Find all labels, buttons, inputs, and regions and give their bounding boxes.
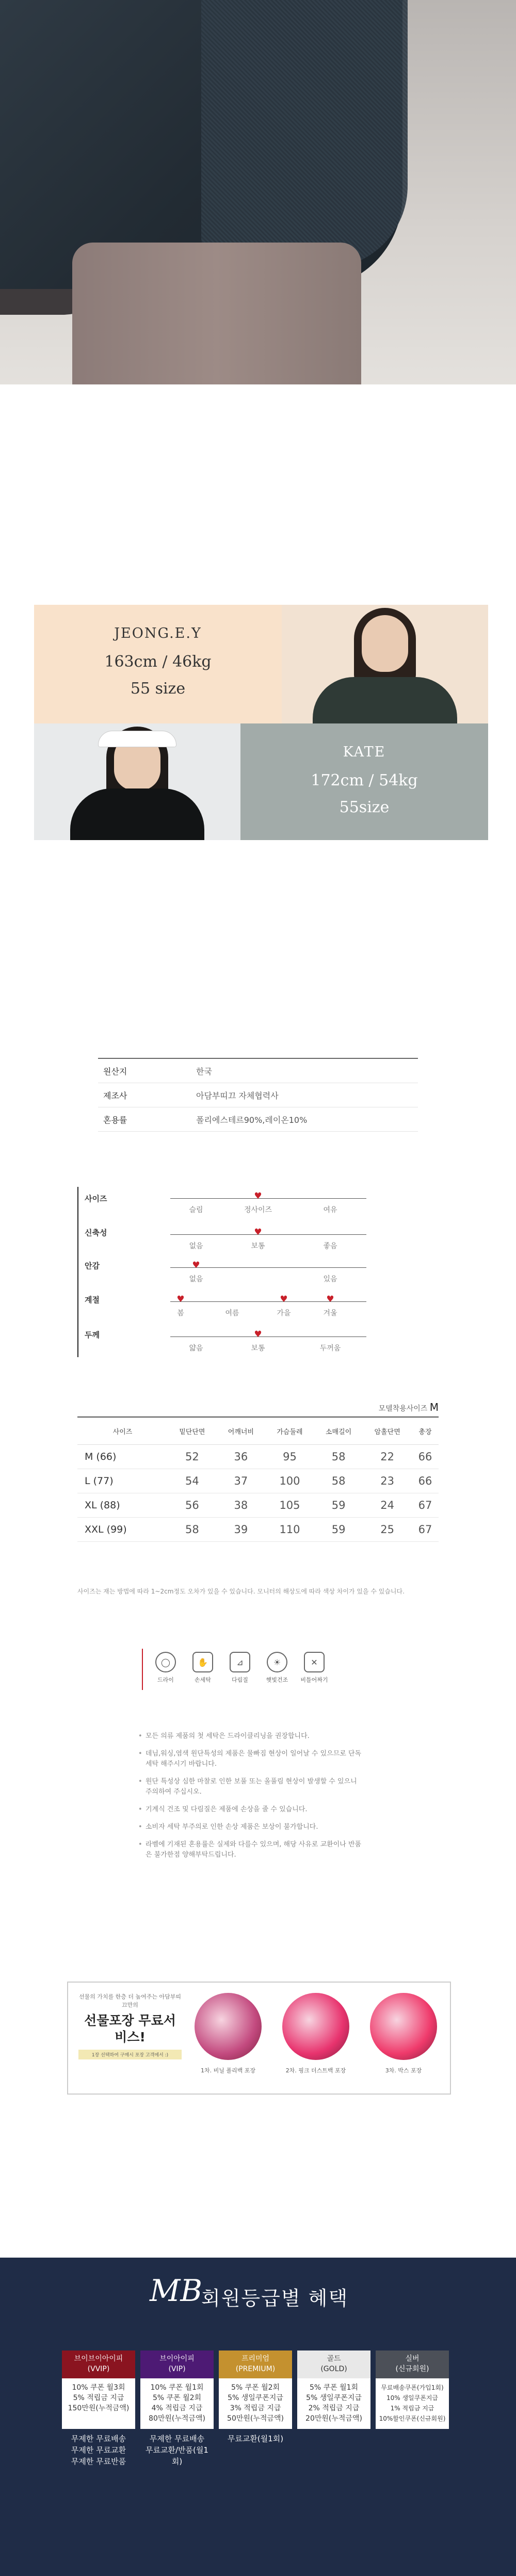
tier-en: (GOLD) <box>320 2365 347 2373</box>
fit-option: 좋음 <box>323 1242 337 1250</box>
tier-perk: 5% 쿠폰 월1회 <box>309 2384 359 2392</box>
gift-option-label: 1차. 비닐 폴리백 포장 <box>201 2067 255 2074</box>
hero-pants-shape <box>72 243 361 384</box>
tier-name: 브이아이피 <box>159 2355 195 2363</box>
fit-option: 없음 <box>189 1275 203 1283</box>
fit-option: 있음 <box>323 1275 337 1283</box>
tier-badge <box>140 2350 214 2378</box>
size-cell: 67 <box>412 1493 439 1518</box>
gift-intro <box>78 1993 182 2059</box>
tier-extra: 무료교환(월1회) <box>227 2434 284 2443</box>
size-table-header <box>77 1417 439 1445</box>
table-row <box>77 1445 439 1469</box>
tier-perk: 3% 적립금 지급 <box>230 2404 281 2412</box>
model-size-value: M <box>429 1401 439 1413</box>
tier-perk: 10% 쿠폰 월3회 <box>72 2384 125 2392</box>
no-wring-icon: ✕ <box>304 1652 325 1672</box>
size-cell: 38 <box>217 1493 266 1518</box>
tier-perk: 5% 쿠폰 월2회 <box>152 2394 202 2402</box>
model-2-size: 55size <box>339 798 390 816</box>
size-cell: 56 <box>168 1493 217 1518</box>
size-cell: 22 <box>363 1445 412 1469</box>
care-item-wring <box>296 1649 333 1690</box>
tier-name: 골드 <box>327 2355 341 2363</box>
size-cell: 58 <box>314 1469 363 1493</box>
size-col-header: 어깨너비 <box>217 1417 266 1445</box>
info-label: 원산지 <box>103 1066 127 1076</box>
hero-jacket-texture <box>201 0 408 268</box>
care-label: 드라이 <box>157 1677 174 1683</box>
size-cell: 95 <box>265 1445 314 1469</box>
tier-perk: 10%할인쿠폰(신규회원) <box>379 2415 446 2422</box>
fit-option: 여름 <box>225 1309 239 1317</box>
tier-perk: 5% 쿠폰 월2회 <box>231 2384 280 2392</box>
tier-perks <box>219 2378 292 2429</box>
tier-perk: 10% 쿠폰 월1회 <box>150 2384 204 2392</box>
gift-option-1 <box>192 1993 264 2074</box>
tier-perks <box>140 2378 214 2429</box>
tier-badge <box>219 2350 292 2378</box>
tier-perk: 80만원(누적금액) <box>149 2414 205 2423</box>
model-2-visor <box>98 731 176 747</box>
hero-product-photo <box>0 0 516 384</box>
info-value: 한국 <box>196 1066 212 1076</box>
fit-option: 보통 <box>251 1344 265 1353</box>
model-size-label <box>379 1401 439 1413</box>
fit-chart <box>77 1187 439 1362</box>
fit-option: 봄 <box>177 1309 184 1317</box>
tier-badge <box>62 2350 135 2378</box>
info-label: 혼용률 <box>103 1115 127 1125</box>
tier-perk: 4% 적립금 지급 <box>151 2404 203 2412</box>
tier-extras <box>62 2433 135 2467</box>
tier-perks <box>62 2378 135 2429</box>
fit-option: 여유 <box>323 1206 337 1214</box>
gift-option-label: 2차. 핑크 더스트백 포장 <box>285 2067 346 2074</box>
care-label: 비틀어짜기 <box>300 1677 328 1683</box>
care-label: 손세탁 <box>195 1677 211 1683</box>
dry-clean-icon: ◯ <box>155 1652 176 1672</box>
gift-title: 선물포장 무료서비스! <box>84 2013 176 2044</box>
fit-heart-icon: ♥ <box>192 1260 200 1270</box>
tier-perk: 1% 적립금 지급 <box>390 2405 434 2412</box>
model-2-text <box>240 723 488 842</box>
tier-perk: 20만원(누적금액) <box>305 2414 362 2423</box>
tier-extra: 무제한 무료교환 <box>71 2445 126 2455</box>
care-item-handwash <box>184 1649 221 1690</box>
size-cell: XXL (99) <box>77 1518 168 1542</box>
tier-perk: 50만원(누적금액) <box>227 2414 284 2423</box>
size-cell: 24 <box>363 1493 412 1518</box>
size-table <box>77 1416 439 1542</box>
info-value: 폴리에스테르90%,레이온10% <box>196 1115 308 1125</box>
size-col-header: 가슴둘레 <box>265 1417 314 1445</box>
model-card-1 <box>34 605 488 723</box>
tier-extra: 무제한 무료배송 <box>149 2434 205 2443</box>
fit-label-season: 계절 <box>85 1295 100 1305</box>
tier-perk: 5% 생일쿠폰지급 <box>306 2394 362 2402</box>
tier-en: (VIP) <box>168 2365 186 2373</box>
fit-option: 없음 <box>189 1242 203 1250</box>
size-cell: 66 <box>412 1469 439 1493</box>
size-cell: 59 <box>314 1518 363 1542</box>
fit-option: 정사이즈 <box>244 1206 272 1214</box>
table-row <box>77 1518 439 1542</box>
size-cell: 39 <box>217 1518 266 1542</box>
tier-vip <box>140 2350 214 2467</box>
tier-gold <box>297 2350 370 2429</box>
size-note: 사이즈는 재는 방법에 따라 1~2cm정도 오차가 있을 수 있습니다. 모니터의 해상도에 따라 색상 차이가 있을 수 있습니다. <box>77 1588 405 1595</box>
fit-heart-icon: ♥ <box>254 1227 262 1237</box>
size-cell: 36 <box>217 1445 266 1469</box>
tier-extras <box>219 2433 292 2444</box>
fit-chart-axis <box>77 1187 78 1357</box>
gift-option-image <box>195 1993 262 2060</box>
tier-perk: 5% 적립금 지급 <box>73 2394 124 2402</box>
tier-silver <box>376 2350 449 2429</box>
care-label: 다림질 <box>232 1677 248 1683</box>
fit-option: 겨울 <box>323 1309 337 1317</box>
size-col-header: 사이즈 <box>77 1417 168 1445</box>
tier-en: (VVIP) <box>87 2365 110 2373</box>
info-row <box>98 1083 418 1107</box>
gift-intro-text: 선물의 가치를 한층 더 높여주는 아담부띠끄만의 <box>78 1993 182 2008</box>
size-cell: 59 <box>314 1493 363 1518</box>
care-item-dry <box>147 1649 184 1690</box>
model-1-size: 55 size <box>130 680 186 698</box>
size-cell: L (77) <box>77 1469 168 1493</box>
size-cell: 25 <box>363 1518 412 1542</box>
tier-badge <box>376 2350 449 2378</box>
gift-option-2 <box>280 1993 352 2074</box>
fit-heart-icon: ♥ <box>326 1294 334 1305</box>
care-note: • 원단 특성상 심한 마찰로 인한 보풀 또는 올풀림 현상이 발생할 수 있으니 주의하여 주십시오. <box>138 1777 365 1797</box>
info-row <box>98 1058 418 1083</box>
info-value: 아담부띠끄 자체협력사 <box>196 1090 279 1101</box>
fit-option: 보통 <box>251 1242 265 1250</box>
care-note: • 데님,워싱,염색 원단특성의 제품은 물빠짐 현상이 일어날 수 있으므로 단독 세탁 해주시기 바랍니다. <box>138 1749 365 1769</box>
gift-wrap-banner <box>67 1982 451 2095</box>
tier-en: (신규회원) <box>395 2365 429 2373</box>
fit-label-lining: 안감 <box>85 1261 100 1270</box>
care-note: • 모든 의류 제품의 첫 세탁은 드라이클리닝을 권장합니다. <box>138 1731 365 1742</box>
fit-option: 슬림 <box>189 1206 203 1214</box>
size-cell: 110 <box>265 1518 314 1542</box>
membership-section <box>0 2258 516 2576</box>
care-divider <box>142 1649 143 1690</box>
size-cell: 58 <box>314 1445 363 1469</box>
care-note: • 소비자 세탁 부주의로 인한 손상 제품은 보상이 불가합니다. <box>138 1822 365 1832</box>
size-cell: 66 <box>412 1445 439 1469</box>
care-item-iron <box>221 1649 259 1690</box>
model-1-photo <box>282 605 488 723</box>
size-cell: M (66) <box>77 1445 168 1469</box>
tier-extra: 무료교환/반품(월1회) <box>146 2445 208 2466</box>
model-1-top <box>313 677 457 723</box>
tier-extra: 무제한 무료반품 <box>71 2457 126 2466</box>
info-label: 제조사 <box>103 1090 127 1101</box>
model-card-2 <box>34 723 488 840</box>
gift-option-label: 3차. 박스 포장 <box>385 2067 422 2074</box>
size-cell: 52 <box>168 1445 217 1469</box>
tier-perks <box>376 2378 449 2429</box>
model-2-jacket <box>70 788 204 840</box>
care-label: 햇빛건조 <box>266 1677 288 1683</box>
size-cell: 67 <box>412 1518 439 1542</box>
table-row <box>77 1469 439 1493</box>
tier-perk: 무료배송쿠폰(가입1회) <box>381 2384 444 2391</box>
fit-heart-icon: ♥ <box>254 1191 262 1201</box>
membership-title: 회원등급별 혜택 <box>201 2287 349 2310</box>
table-row <box>77 1493 439 1518</box>
model-size-caption: 모델착용사이즈 <box>378 1405 428 1413</box>
fit-label-thickness: 두께 <box>85 1330 100 1340</box>
size-col-header: 밑단단면 <box>168 1417 217 1445</box>
fit-option: 가을 <box>277 1309 291 1317</box>
tier-perk: 5% 생일쿠폰지급 <box>228 2394 283 2402</box>
care-notes <box>138 1731 365 1867</box>
tier-name: 실버 <box>405 2355 420 2363</box>
size-cell: 37 <box>217 1469 266 1493</box>
gift-hint: 1장 선택하여 구매시 포장 고객에서 :) <box>78 2050 182 2059</box>
fit-heart-icon: ♥ <box>176 1294 185 1305</box>
care-note: • 라벨에 기재된 혼용률은 실제와 다를수 있으며, 해당 사유로 교환이나 반품은 불가한점 양해부탁드립니다. <box>138 1840 365 1860</box>
fit-option: 두꺼움 <box>319 1344 341 1353</box>
product-info-table <box>98 1058 418 1132</box>
fit-line <box>170 1301 366 1302</box>
model-2-name: KATE <box>343 744 386 760</box>
tier-badge <box>297 2350 370 2378</box>
brand-logo: MB <box>150 2273 203 2308</box>
gift-option-image <box>370 1993 437 2060</box>
size-cell: XL (88) <box>77 1493 168 1518</box>
care-item-sundry <box>259 1649 296 1690</box>
size-cell: 58 <box>168 1518 217 1542</box>
size-cell: 54 <box>168 1469 217 1493</box>
info-row <box>98 1107 418 1132</box>
tier-en: (PREMIUM) <box>235 2365 276 2373</box>
size-col-header: 암홀단면 <box>363 1417 412 1445</box>
tier-perk: 150만원(누적금액) <box>68 2404 130 2412</box>
model-1-height-weight: 163cm / 46kg <box>104 653 212 671</box>
hand-wash-icon: ✋ <box>192 1652 213 1672</box>
care-note: • 기계식 건조 및 다림질은 제품에 손상을 줄 수 있습니다. <box>138 1805 365 1815</box>
fit-label-stretch: 신축성 <box>85 1228 107 1237</box>
model-2-photo <box>34 723 240 840</box>
size-table-section <box>77 1401 439 1542</box>
fit-heart-icon: ♥ <box>280 1294 288 1305</box>
tier-premium <box>219 2350 292 2444</box>
size-cell: 105 <box>265 1493 314 1518</box>
gift-option-image <box>282 1993 349 2060</box>
tier-perk: 10% 생일쿠폰지급 <box>386 2394 439 2402</box>
gift-option-3 <box>367 1993 440 2074</box>
fit-line <box>170 1198 366 1199</box>
tier-name: 프리미엄 <box>241 2355 270 2363</box>
size-col-header: 총장 <box>412 1417 439 1445</box>
model-1-text <box>34 605 282 723</box>
size-cell: 100 <box>265 1469 314 1493</box>
fit-line <box>170 1234 366 1235</box>
care-icons <box>142 1649 379 1690</box>
tier-perk: 2% 적립금 지급 <box>308 2404 360 2412</box>
model-1-face <box>362 615 408 672</box>
size-cell: 23 <box>363 1469 412 1493</box>
tier-vvip <box>62 2350 135 2467</box>
model-1-name: JEONG.E.Y <box>114 625 202 641</box>
fit-heart-icon: ♥ <box>254 1329 262 1340</box>
tier-perks <box>297 2378 370 2429</box>
tier-extras <box>140 2433 214 2467</box>
sun-dry-icon: ☀ <box>267 1652 287 1672</box>
model-2-height-weight: 172cm / 54kg <box>311 771 418 790</box>
tier-name: 브이브이아이피 <box>74 2355 123 2363</box>
fit-label-size: 사이즈 <box>85 1194 107 1203</box>
tier-extra: 무제한 무료배송 <box>71 2434 126 2443</box>
iron-icon: ⊿ <box>230 1652 250 1672</box>
size-col-header: 소매길이 <box>314 1417 363 1445</box>
fit-option: 얇음 <box>189 1344 203 1353</box>
